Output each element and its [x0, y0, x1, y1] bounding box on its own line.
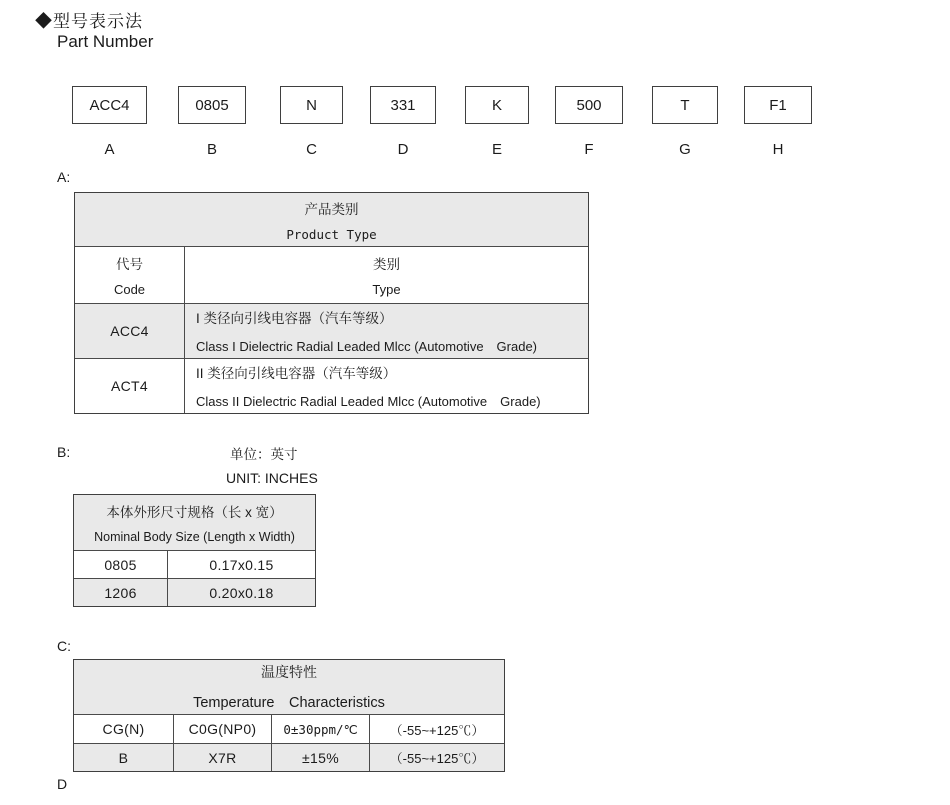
- page-title-zh: ◆型号表示法: [35, 12, 143, 31]
- part-code-box: 0805: [178, 86, 246, 124]
- type-cell: I 类径向引线电容器（汽车等级） Class I Dielectric Radial Leaded Mlcc (Automotive Grade): [184, 304, 588, 358]
- size-code-cell: 1206: [104, 584, 137, 601]
- part-code-box: 500: [555, 86, 623, 124]
- table-row: [75, 358, 588, 413]
- tc-dielectric-cell: X7R: [173, 744, 271, 771]
- header-zh: 温度特性: [261, 664, 317, 680]
- part-code-letter: A: [104, 141, 115, 158]
- type-cell: II 类径向引线电容器（汽车等级） Class II Dielectric Radial Leaded Mlcc (Automotive Grade): [184, 359, 588, 413]
- table-row: [74, 714, 504, 743]
- table-row: [74, 550, 315, 578]
- part-code-box: ACC4: [72, 86, 147, 124]
- column-header-row: [75, 246, 588, 303]
- section-d-label: D: [57, 776, 68, 792]
- header-en: Product Type: [286, 226, 377, 242]
- size-code-cell: 0805: [104, 556, 137, 573]
- part-code-box: F1: [744, 86, 812, 124]
- unit-label-en: UNIT: INCHES: [226, 470, 318, 486]
- part-code-letter: C: [306, 141, 317, 158]
- part-segment-d: [370, 86, 436, 158]
- header-en: Nominal Body Size (Length x Width): [94, 530, 295, 544]
- section-c-label: C:: [57, 638, 71, 654]
- table-row: [74, 743, 504, 771]
- product-type-table: [74, 192, 589, 414]
- part-segment-b: [178, 86, 246, 158]
- code-column-header: 代号 Code: [113, 257, 146, 297]
- part-segment-f: [555, 86, 623, 158]
- part-code-box: 331: [370, 86, 436, 124]
- part-code-letter: G: [679, 141, 691, 158]
- table-header-row: [74, 495, 315, 550]
- tc-tolerance-cell: ±15%: [271, 744, 369, 771]
- page-title-en: Part Number: [57, 32, 154, 51]
- tc-range-cell: （-55~+125℃）: [369, 715, 504, 743]
- part-code-box: T: [652, 86, 718, 124]
- table-header-row: [75, 193, 588, 246]
- part-segment-g: [652, 86, 718, 158]
- part-segment-h: [744, 86, 812, 158]
- part-code-letter: E: [491, 141, 502, 158]
- section-a-label: A:: [57, 169, 71, 185]
- table-header-row: [74, 660, 504, 714]
- tc-code-cell: CG(N): [102, 721, 145, 737]
- header-zh: 本体外形尺寸规格（长 x 宽）: [106, 505, 283, 520]
- section-b-label: B:: [57, 444, 71, 460]
- part-code-letter: B: [206, 141, 217, 158]
- unit-label-zh: 单位：英寸: [230, 447, 298, 462]
- part-code-letter: F: [584, 141, 594, 158]
- tc-range-cell: （-55~+125℃）: [369, 744, 504, 771]
- size-value-cell: 0.17x0.15: [167, 551, 315, 578]
- size-value-cell: 0.20x0.18: [167, 579, 315, 606]
- code-cell: ACC4: [110, 323, 149, 339]
- tc-code-cell: B: [118, 749, 129, 766]
- header-en: Temperature Characteristics: [193, 695, 385, 711]
- product-type-header-cell: [75, 193, 588, 246]
- part-code-letter: D: [397, 141, 409, 158]
- tc-dielectric-cell: C0G(NP0): [173, 715, 271, 743]
- tc-tolerance-cell: 0±30ppm/℃: [271, 715, 369, 743]
- temperature-characteristics-table: [73, 659, 505, 772]
- part-segment-c: [280, 86, 343, 158]
- temperature-header-cell: [74, 660, 504, 714]
- body-size-table: [73, 494, 316, 607]
- part-segment-e: [465, 86, 529, 158]
- part-code-letter: H: [772, 141, 784, 158]
- part-code-box: K: [465, 86, 529, 124]
- code-cell: ACT4: [111, 378, 148, 394]
- part-code-box: N: [280, 86, 343, 124]
- part-segment-a: [72, 86, 147, 158]
- table-row: [75, 303, 588, 358]
- header-zh: 产品类别: [304, 201, 359, 217]
- type-column-header: 类别 Type: [184, 247, 588, 303]
- table-row: [74, 578, 315, 606]
- body-size-header-cell: [74, 495, 315, 550]
